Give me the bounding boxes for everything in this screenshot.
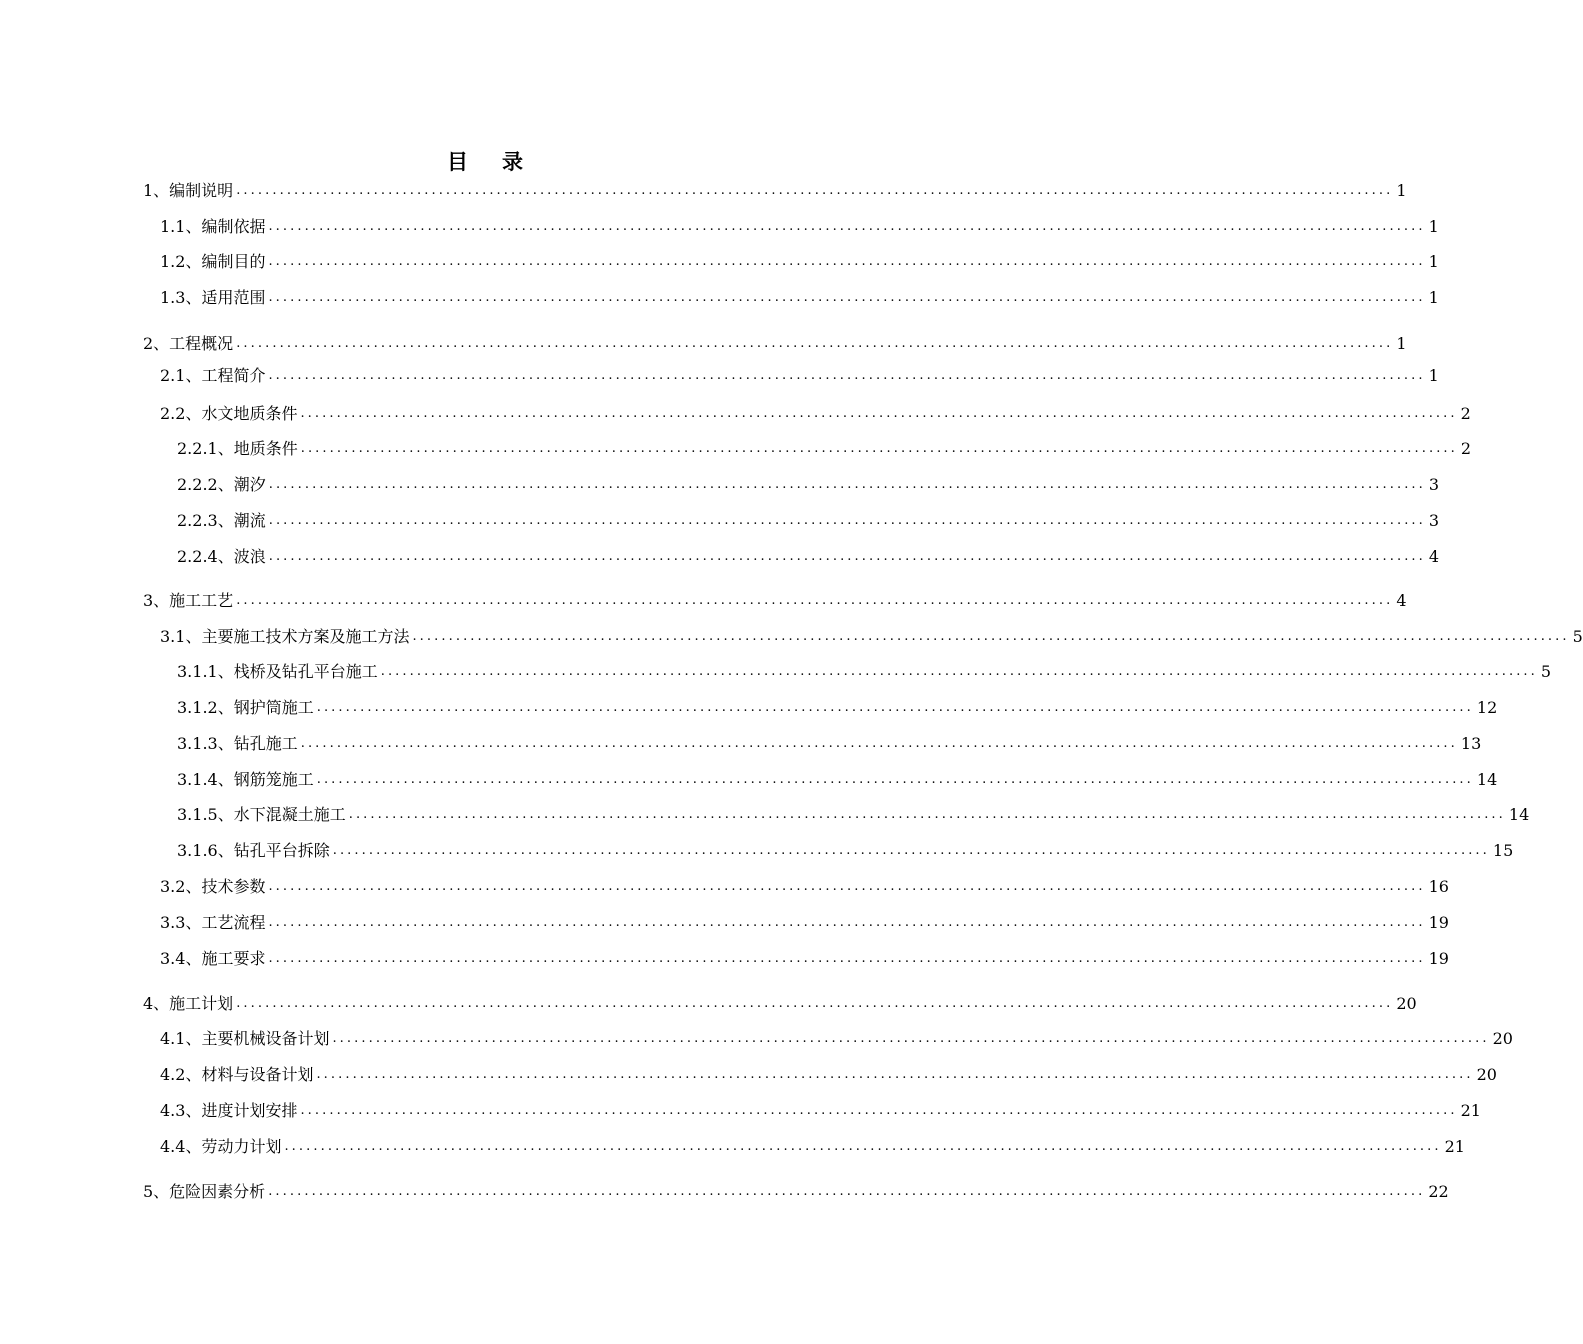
toc-page-number: 5 [1540, 662, 1552, 681]
toc-entry[interactable] [143, 332, 1407, 356]
toc-page-number: 1 [1428, 366, 1439, 385]
toc-page-number: 1 [1396, 334, 1407, 353]
toc-entry[interactable] [143, 179, 1407, 203]
dot-leader: ................................................................................................................................................................ [268, 290, 1426, 305]
toc-entry[interactable] [177, 660, 1552, 684]
dot-leader: ................................................................................................................................................................ [316, 772, 1474, 787]
dot-leader: ................................................................................................................................................................ [268, 879, 1426, 894]
toc-entry-label: 1.2、编制目的 [160, 252, 266, 271]
toc-page-number: 3 [1428, 511, 1440, 530]
toc-entry-label: 4、施工计划 [143, 994, 234, 1013]
toc-entry-label: 3.1.6、钻孔平台拆除 [177, 841, 330, 860]
toc-entry[interactable] [177, 545, 1440, 569]
toc-page-number: 19 [1428, 949, 1449, 968]
toc-page-number: 4 [1428, 547, 1440, 566]
dot-leader: ................................................................................................................................................................ [300, 441, 1458, 456]
toc-entry-label: 3.3、工艺流程 [160, 913, 266, 932]
toc-entry[interactable] [177, 437, 1472, 461]
toc-page-number: 1 [1428, 288, 1439, 307]
toc-title: 目录 [447, 150, 557, 174]
toc-entry-label: 2.2.4、波浪 [177, 547, 266, 566]
toc-entry[interactable] [160, 1099, 1481, 1123]
toc-entry-label: 2、工程概况 [143, 334, 234, 353]
toc-page-number: 21 [1444, 1137, 1465, 1156]
toc-entry-label: 1、编制说明 [143, 181, 234, 200]
dot-leader: ................................................................................................................................................................ [268, 513, 1426, 528]
toc-entry[interactable] [143, 992, 1417, 1016]
toc-page-number: 13 [1460, 734, 1482, 753]
toc-entry[interactable] [160, 947, 1449, 971]
dot-leader: ................................................................................................................................................................ [268, 549, 1426, 564]
toc-page-number: 15 [1492, 841, 1514, 860]
toc-entry-label: 2.2.2、潮汐 [177, 475, 266, 494]
dot-leader: ................................................................................................................................................................ [332, 843, 1490, 858]
dot-leader: ................................................................................................................................................................ [412, 629, 1570, 644]
dot-leader: ................................................................................................................................................................ [268, 1184, 1426, 1199]
toc-entry-label: 2.2.1、地质条件 [177, 439, 298, 458]
toc-entry-label: 5、危险因素分析 [143, 1182, 266, 1201]
dot-leader: ................................................................................................................................................................ [268, 219, 1426, 234]
toc-entry-label: 3.2、技术参数 [160, 877, 266, 896]
dot-leader: ................................................................................................................................................................ [236, 336, 1394, 351]
toc-entry[interactable] [177, 473, 1440, 497]
dot-leader: ................................................................................................................................................................ [348, 807, 1506, 822]
toc-entry-label: 3.1.3、钻孔施工 [177, 734, 298, 753]
toc-page-number: 1 [1396, 181, 1407, 200]
dot-leader: ................................................................................................................................................................ [316, 1067, 1474, 1082]
toc-page-number: 20 [1476, 1065, 1497, 1084]
dot-leader: ................................................................................................................................................................ [236, 996, 1394, 1011]
toc-page-number: 4 [1396, 591, 1407, 610]
toc-page-number: 5 [1572, 627, 1583, 646]
toc-entry-label: 2.2、水文地质条件 [160, 404, 298, 423]
toc-entry[interactable] [160, 1063, 1497, 1087]
toc-page-number: 21 [1460, 1101, 1481, 1120]
toc-entry-label: 3.1.2、钢护筒施工 [177, 698, 314, 717]
toc-entry-label: 4.3、进度计划安排 [160, 1101, 298, 1120]
dot-leader: ................................................................................................................................................................ [300, 406, 1458, 421]
toc-entry-label: 2.2.3、潮流 [177, 511, 266, 530]
dot-leader: ................................................................................................................................................................ [268, 951, 1426, 966]
dot-leader: ................................................................................................................................................................ [300, 1103, 1458, 1118]
toc-entry-label: 1.1、编制依据 [160, 217, 266, 236]
toc-page-number: 3 [1428, 475, 1440, 494]
toc-entry[interactable] [177, 839, 1514, 863]
toc-page-number: 20 [1396, 994, 1417, 1013]
toc-page-number: 20 [1492, 1029, 1513, 1048]
toc-page-number: 2 [1460, 439, 1472, 458]
toc-entry[interactable] [160, 875, 1449, 899]
toc-page-number: 14 [1508, 805, 1530, 824]
toc-entry-label: 1.3、适用范围 [160, 288, 266, 307]
dot-leader: ................................................................................................................................................................ [316, 700, 1474, 715]
toc-entry-label: 4.1、主要机械设备计划 [160, 1029, 330, 1048]
toc-page-number: 1 [1428, 252, 1439, 271]
toc-entry[interactable] [160, 911, 1449, 935]
toc-page-number: 2 [1460, 404, 1471, 423]
toc-entry-label: 2.1、工程简介 [160, 366, 266, 385]
toc-entry-label: 3、施工工艺 [143, 591, 234, 610]
toc-entry[interactable] [143, 589, 1407, 613]
toc-entry[interactable] [160, 402, 1471, 426]
toc-entry[interactable] [160, 364, 1439, 388]
dot-leader: ................................................................................................................................................................ [268, 477, 1426, 492]
dot-leader: ................................................................................................................................................................ [300, 736, 1458, 751]
toc-entry[interactable] [177, 768, 1498, 792]
toc-entry[interactable] [143, 1180, 1449, 1204]
dot-leader: ................................................................................................................................................................ [380, 664, 1538, 679]
dot-leader: ................................................................................................................................................................ [236, 593, 1394, 608]
toc-page-number: 12 [1476, 698, 1498, 717]
toc-entry[interactable] [160, 215, 1439, 239]
toc-entry[interactable] [177, 696, 1498, 720]
dot-leader: ................................................................................................................................................................ [236, 183, 1394, 198]
toc-entry[interactable] [177, 509, 1440, 533]
toc-page-number: 14 [1476, 770, 1498, 789]
dot-leader: ................................................................................................................................................................ [268, 368, 1426, 383]
toc-entry[interactable] [160, 1027, 1513, 1051]
toc-entry-label: 4.2、材料与设备计划 [160, 1065, 314, 1084]
toc-entry-label: 3.1.4、钢筋笼施工 [177, 770, 314, 789]
dot-leader: ................................................................................................................................................................ [332, 1031, 1490, 1046]
toc-entry-label: 4.4、劳动力计划 [160, 1137, 282, 1156]
dot-leader: ................................................................................................................................................................ [268, 915, 1426, 930]
toc-page-number: 16 [1428, 877, 1449, 896]
toc-entry[interactable] [160, 1135, 1465, 1159]
toc-entry-label: 3.1、主要施工技术方案及施工方法 [160, 627, 410, 646]
toc-entry-label: 3.1.1、栈桥及钻孔平台施工 [177, 662, 378, 681]
toc-entry[interactable] [160, 250, 1439, 274]
toc-entry[interactable] [160, 625, 1583, 649]
toc-entry-label: 3.1.5、水下混凝土施工 [177, 805, 346, 824]
dot-leader: ................................................................................................................................................................ [268, 254, 1426, 269]
toc-page-number: 19 [1428, 913, 1449, 932]
toc-page-number: 22 [1428, 1182, 1449, 1201]
dot-leader: ................................................................................................................................................................ [284, 1139, 1442, 1154]
toc-page-number: 1 [1428, 217, 1439, 236]
toc-entry[interactable] [160, 286, 1439, 310]
toc-entry[interactable] [177, 732, 1482, 756]
toc-entry[interactable] [177, 803, 1530, 827]
toc-entry-label: 3.4、施工要求 [160, 949, 266, 968]
